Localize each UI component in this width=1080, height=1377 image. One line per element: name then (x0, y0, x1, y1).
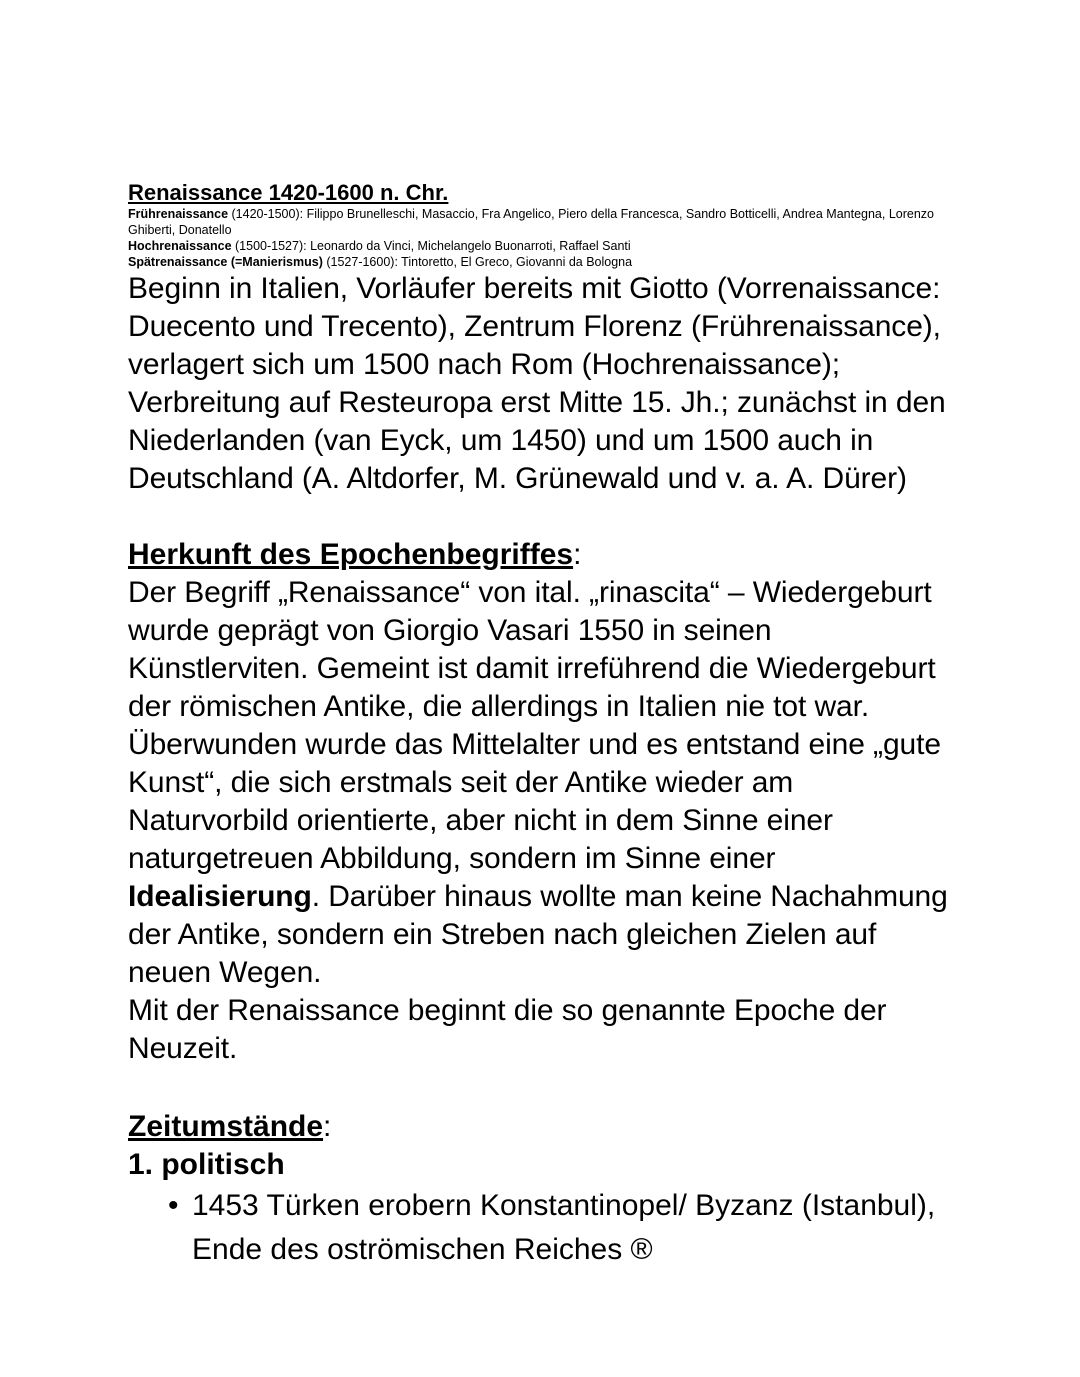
period-name: Spätrenaissance (=Manierismus) (128, 255, 323, 269)
page-title: Renaissance 1420-1600 n. Chr. (128, 180, 449, 205)
period-artists: Tintoretto, El Greco, Giovanni da Bologna (401, 255, 633, 269)
intro-paragraph: Beginn in Italien, Vorläufer bereits mit Giotto (Vorrenaissance: Duecento und Trecento), Zentrum Florenz (Frührenaissance), verlagert sich um 1500 nach Rom (Hochrenaissance); Verbreitung auf Resteuropa erst Mitte 15. Jh.; zunächst in den Niederlanden (van Eyck, um 1450) und um 1500 auch in Deutschland (A. Altdorfer, M. Grünewald und v. a. A. Dürer) (128, 272, 946, 495)
herkunft-text-a: Der Begriff „Renaissance“ von ital. „rinascita“ – Wiedergeburt wurde geprägt von Giorgio Vasari 1550 in seinen Künstlerviten. Gemeint ist damit irreführend die Wiedergeburt der römischen Antike, die allerdings in Italien nie tot war. Überwunden wurde das Mittelalter und es entstand eine „gute Kunst“, die sich erstmals seit der Antike wieder am Naturvorbild orientierte, aber nicht in dem Sinne einer naturgetreuen Abbildung, sondern im Sinne einer (128, 576, 941, 875)
herkunft-heading-text: Herkunft des Epochenbegriffes (128, 538, 574, 571)
period-fruehrenaissance (128, 206, 958, 238)
herkunft-paragraph-2: Mit der Renaissance beginnt die so genannte Epoche der Neuzeit. (128, 994, 887, 1065)
zeitumstaende-subheading: 1. politisch (128, 1148, 285, 1181)
period-spaetrenaissance (128, 254, 958, 270)
period-hochrenaissance (128, 238, 958, 254)
period-name: Hochrenaissance (128, 239, 232, 253)
herkunft-heading-colon: : (573, 538, 582, 571)
list-item (128, 1184, 958, 1272)
zeitumstaende-heading-text: Zeitumstände (128, 1110, 324, 1143)
bullet-icon: • (168, 1189, 179, 1222)
herkunft-text-b: . Darüber hinaus wollte man keine Nachahmung der Antike, sondern ein Streben nach gleichen Zielen auf neuen Wegen. (128, 880, 948, 989)
period-artists: Filippo Brunelleschi, Masaccio, Fra Angelico, Piero della Francesca, Sandro Botticelli, Andrea Mantegna, Lorenzo Ghiberti, Donatello (128, 207, 934, 237)
period-range: (1420-1500): (228, 207, 307, 221)
period-name: Frührenaissance (128, 207, 229, 221)
list-item-text: 1453 Türken erobern Konstantinopel/ Byzanz (Istanbul), Ende des oströmischen Reiches ® (192, 1189, 936, 1266)
herkunft-heading (128, 536, 958, 574)
herkunft-paragraph (128, 574, 958, 992)
zeitumstaende-heading (128, 1108, 958, 1146)
document-page (128, 180, 958, 1272)
herkunft-text-bold: Idealisierung (128, 880, 312, 913)
period-artists: Leonardo da Vinci, Michelangelo Buonarroti, Raffael Santi (310, 239, 631, 253)
period-range: (1500-1527): (231, 239, 311, 253)
period-range: (1527-1600): (322, 255, 402, 269)
zeitumstaende-heading-colon: : (323, 1110, 332, 1143)
